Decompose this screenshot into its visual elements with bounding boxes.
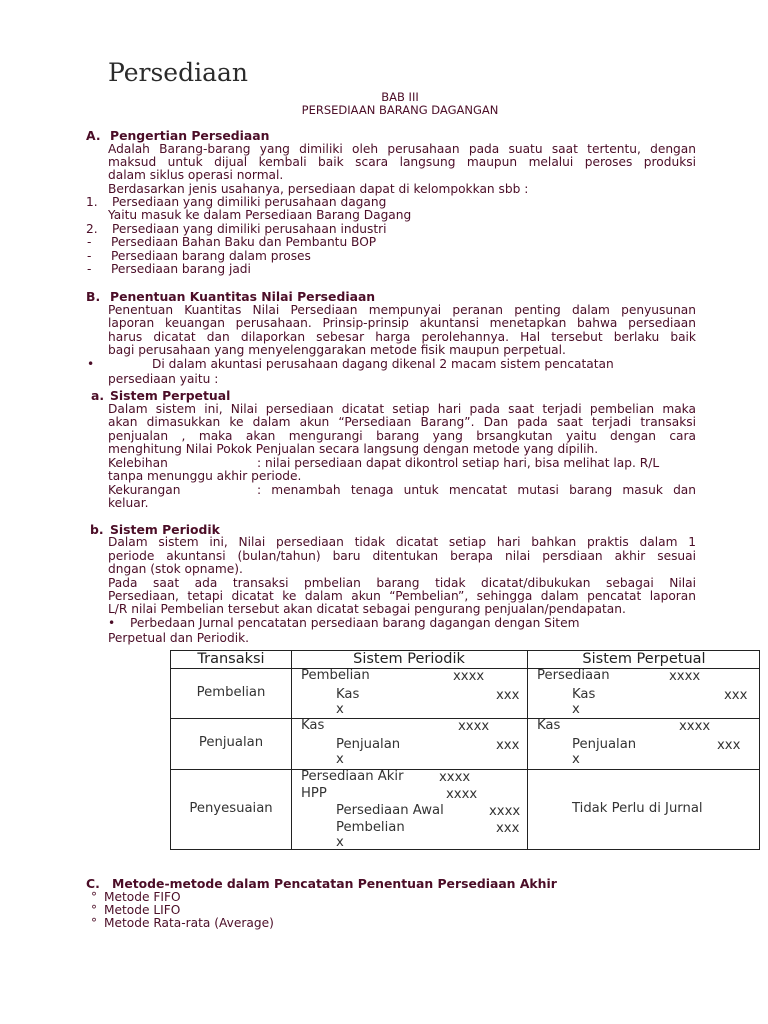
journal-comparison-table <box>170 650 760 850</box>
subsection-a-heading: Sistem Perpetual <box>110 388 231 403</box>
journal-amount: xxxx <box>446 787 478 802</box>
list-marker: - <box>87 262 92 276</box>
periodik-para-line: L/R nilai Pembelian tersebut akan dicatat sebagai pengurang penjualan/pendapatan. <box>108 602 626 616</box>
method-item: Metode FIFO <box>104 890 181 904</box>
list-item: Yaitu masuk ke dalam Persediaan Barang Dagang <box>108 208 412 222</box>
journal-amount: xxx <box>496 821 520 836</box>
journal-amount: xxxx <box>439 770 471 785</box>
list-marker: - <box>87 235 92 249</box>
journal-account: Pembelian <box>336 820 405 835</box>
section-a-marker: A. <box>86 128 101 143</box>
subsection-b-heading: Sistem Periodik <box>110 522 220 537</box>
journal-account: Kas <box>572 687 596 702</box>
journal-amount: xxx <box>496 738 520 753</box>
bullet-icon: • <box>87 357 95 371</box>
journal-account: Persediaan <box>537 668 610 683</box>
degree-bullet-icon: ° <box>91 890 97 904</box>
journal-account: HPP <box>301 786 327 801</box>
column-divider <box>527 651 528 849</box>
journal-account: Penjualan <box>336 737 401 752</box>
journal-account: Kas <box>301 718 325 733</box>
header-transaksi: Transaksi <box>197 651 265 667</box>
section-a-para-line: dalam siklus operasi normal. <box>108 168 284 182</box>
column-divider <box>291 651 292 849</box>
kelebihan-label: Kelebihan <box>108 456 168 470</box>
section-b-para-line: laporan keuangan perusahaan. Prinsip-prinsip akuntansi menetapkan bahwa persediaan <box>108 316 696 330</box>
journal-amount: xxx <box>724 688 748 703</box>
no-journal-note: Tidak Perlu di Jurnal <box>572 801 703 816</box>
kekurangan-text: : menambah tenaga untuk mencatat mutasi barang masuk dan <box>257 483 696 497</box>
header-sistem-periodik: Sistem Periodik <box>353 651 465 667</box>
section-b-para-line: harus dicatat dan dilaporkan sebesar harga perolehannya. Hal tersebut berlaku baik <box>108 330 696 344</box>
journal-account: Persediaan Akir <box>301 769 404 784</box>
periodik-para-line: Pada saat ada transaksi pmbelian barang tidak dicatat/dibukukan sebagai Nilai <box>108 576 696 590</box>
journal-account: Pembelian <box>301 668 370 683</box>
section-b-heading: Penentuan Kuantitas Nilai Persediaan <box>110 289 376 304</box>
list-marker: 1. <box>86 195 98 209</box>
section-c-marker: C. <box>86 876 100 891</box>
section-a-intro: Berdasarkan jenis usahanya, persediaan dapat di kelompokkan sbb : <box>108 182 529 196</box>
subsection-a-marker: a. <box>91 388 105 403</box>
section-a-para-line: maksud untuk dijual kembali baik scara langsung maupun melalui peroses produksi <box>108 155 696 169</box>
section-c-heading: Metode-metode dalam Pencatatan Penentuan Persediaan Akhir <box>112 876 557 891</box>
periodik-para-line: dngan (stok opname). <box>108 562 243 576</box>
journal-account: Penjualan <box>572 737 637 752</box>
journal-amount: xxxx <box>458 719 490 734</box>
list-item: Persediaan Bahan Baku dan Pembantu BOP <box>111 235 377 249</box>
degree-bullet-icon: ° <box>91 903 97 917</box>
periodik-para-line: periode akuntansi (bulan/tahun) baru ditentukan berapa nilai persdiaan akhir sesuai <box>108 549 696 563</box>
perpetual-para-line: penjualan , maka akan mengurangi barang yang brsangkutan yaitu dengan cara <box>108 429 696 443</box>
perpetual-para-line: Dalam sistem ini, Nilai persediaan dicatat setiap hari pada saat terjadi pembelian maka <box>108 402 696 416</box>
journal-amount: x <box>336 752 344 767</box>
bullet-text: Perpetual dan Periodik. <box>108 631 250 645</box>
row-label-penyesuaian: Penyesuaian <box>189 801 273 816</box>
journal-amount: xxxx <box>489 804 521 819</box>
journal-account: Kas <box>537 718 561 733</box>
journal-account: Kas <box>336 687 360 702</box>
periodik-para-line: Persediaan, tetapi dicatat ke dalam akun “Pembelian”, sehingga dalam pencatat laporan <box>108 589 696 603</box>
list-item: Persediaan yang dimiliki perusahaan industri <box>112 222 387 236</box>
bullet-icon: • <box>108 616 116 630</box>
journal-amount: xxxx <box>453 669 485 684</box>
bullet-text: Perbedaan Jurnal pencatatan persediaan barang dagangan dengan Sitem <box>130 616 580 630</box>
section-b-para-line: Penentuan Kuantitas Nilai Persediaan mempunyai peranan penting dalam penyusunan <box>108 303 696 317</box>
degree-bullet-icon: ° <box>91 916 97 930</box>
subsection-b-marker: b. <box>90 522 104 537</box>
page-title: Persediaan <box>108 58 248 87</box>
list-item: Persediaan yang dimiliki perusahaan dagang <box>112 195 387 209</box>
section-a-para-line: Adalah Barang-barang yang dimiliki oleh perusahaan pada suatu saat tertentu, dengan <box>108 142 696 156</box>
header-sistem-perpetual: Sistem Perpetual <box>582 651 706 667</box>
perpetual-para-line: akan dimasukkan ke dalam akun “Persediaan Barang”. Dan pada saat terjadi transaksi <box>108 415 696 429</box>
section-b-marker: B. <box>86 289 101 304</box>
method-item: Metode LIFO <box>104 903 181 917</box>
perpetual-para-line: menghitung Nilai Pokok Penjualan secara langsung dengan metode yang dipilih. <box>108 442 599 456</box>
journal-amount: x <box>336 835 344 850</box>
kelebihan-text: : nilai persediaan dapat dikontrol setiap hari, bisa melihat lap. R/L <box>257 456 660 470</box>
chapter-number: BAB III <box>381 90 419 104</box>
list-item: Persediaan barang dalam proses <box>111 249 311 263</box>
row-label-penjualan: Penjualan <box>198 735 264 750</box>
section-a-heading: Pengertian Persediaan <box>110 128 270 143</box>
journal-amount: xxx <box>496 688 520 703</box>
periodik-para-line: Dalam sistem ini, Nilai persediaan tidak dicatat setiap hari bahkan praktis dalam 1 <box>108 535 696 549</box>
section-b-para-line: bagi perusahaan yang menyelenggarakan metode fisik maupun perpetual. <box>108 343 566 357</box>
list-item: Persediaan barang jadi <box>111 262 251 276</box>
journal-amount: xxxx <box>669 669 701 684</box>
journal-amount: x <box>572 702 580 717</box>
kekurangan-text: keluar. <box>108 496 149 510</box>
chapter-title: PERSEDIAAN BARANG DAGANGAN <box>301 103 499 117</box>
row-label-pembelian: Pembelian <box>196 685 266 700</box>
journal-amount: x <box>572 752 580 767</box>
journal-amount: x <box>336 702 344 717</box>
list-marker: 2. <box>86 222 98 236</box>
journal-amount: xxx <box>717 738 741 753</box>
list-marker: - <box>87 249 92 263</box>
bullet-text: persediaan yaitu : <box>108 372 219 386</box>
method-item: Metode Rata-rata (Average) <box>104 916 274 930</box>
kelebihan-text: tanpa menunggu akhir periode. <box>108 469 302 483</box>
bullet-text: Di dalam akuntasi perusahaan dagang dikenal 2 macam sistem pencatatan <box>152 357 614 371</box>
journal-amount: xxxx <box>679 719 711 734</box>
kekurangan-label: Kekurangan <box>108 483 181 497</box>
journal-account: Persediaan Awal <box>336 803 444 818</box>
